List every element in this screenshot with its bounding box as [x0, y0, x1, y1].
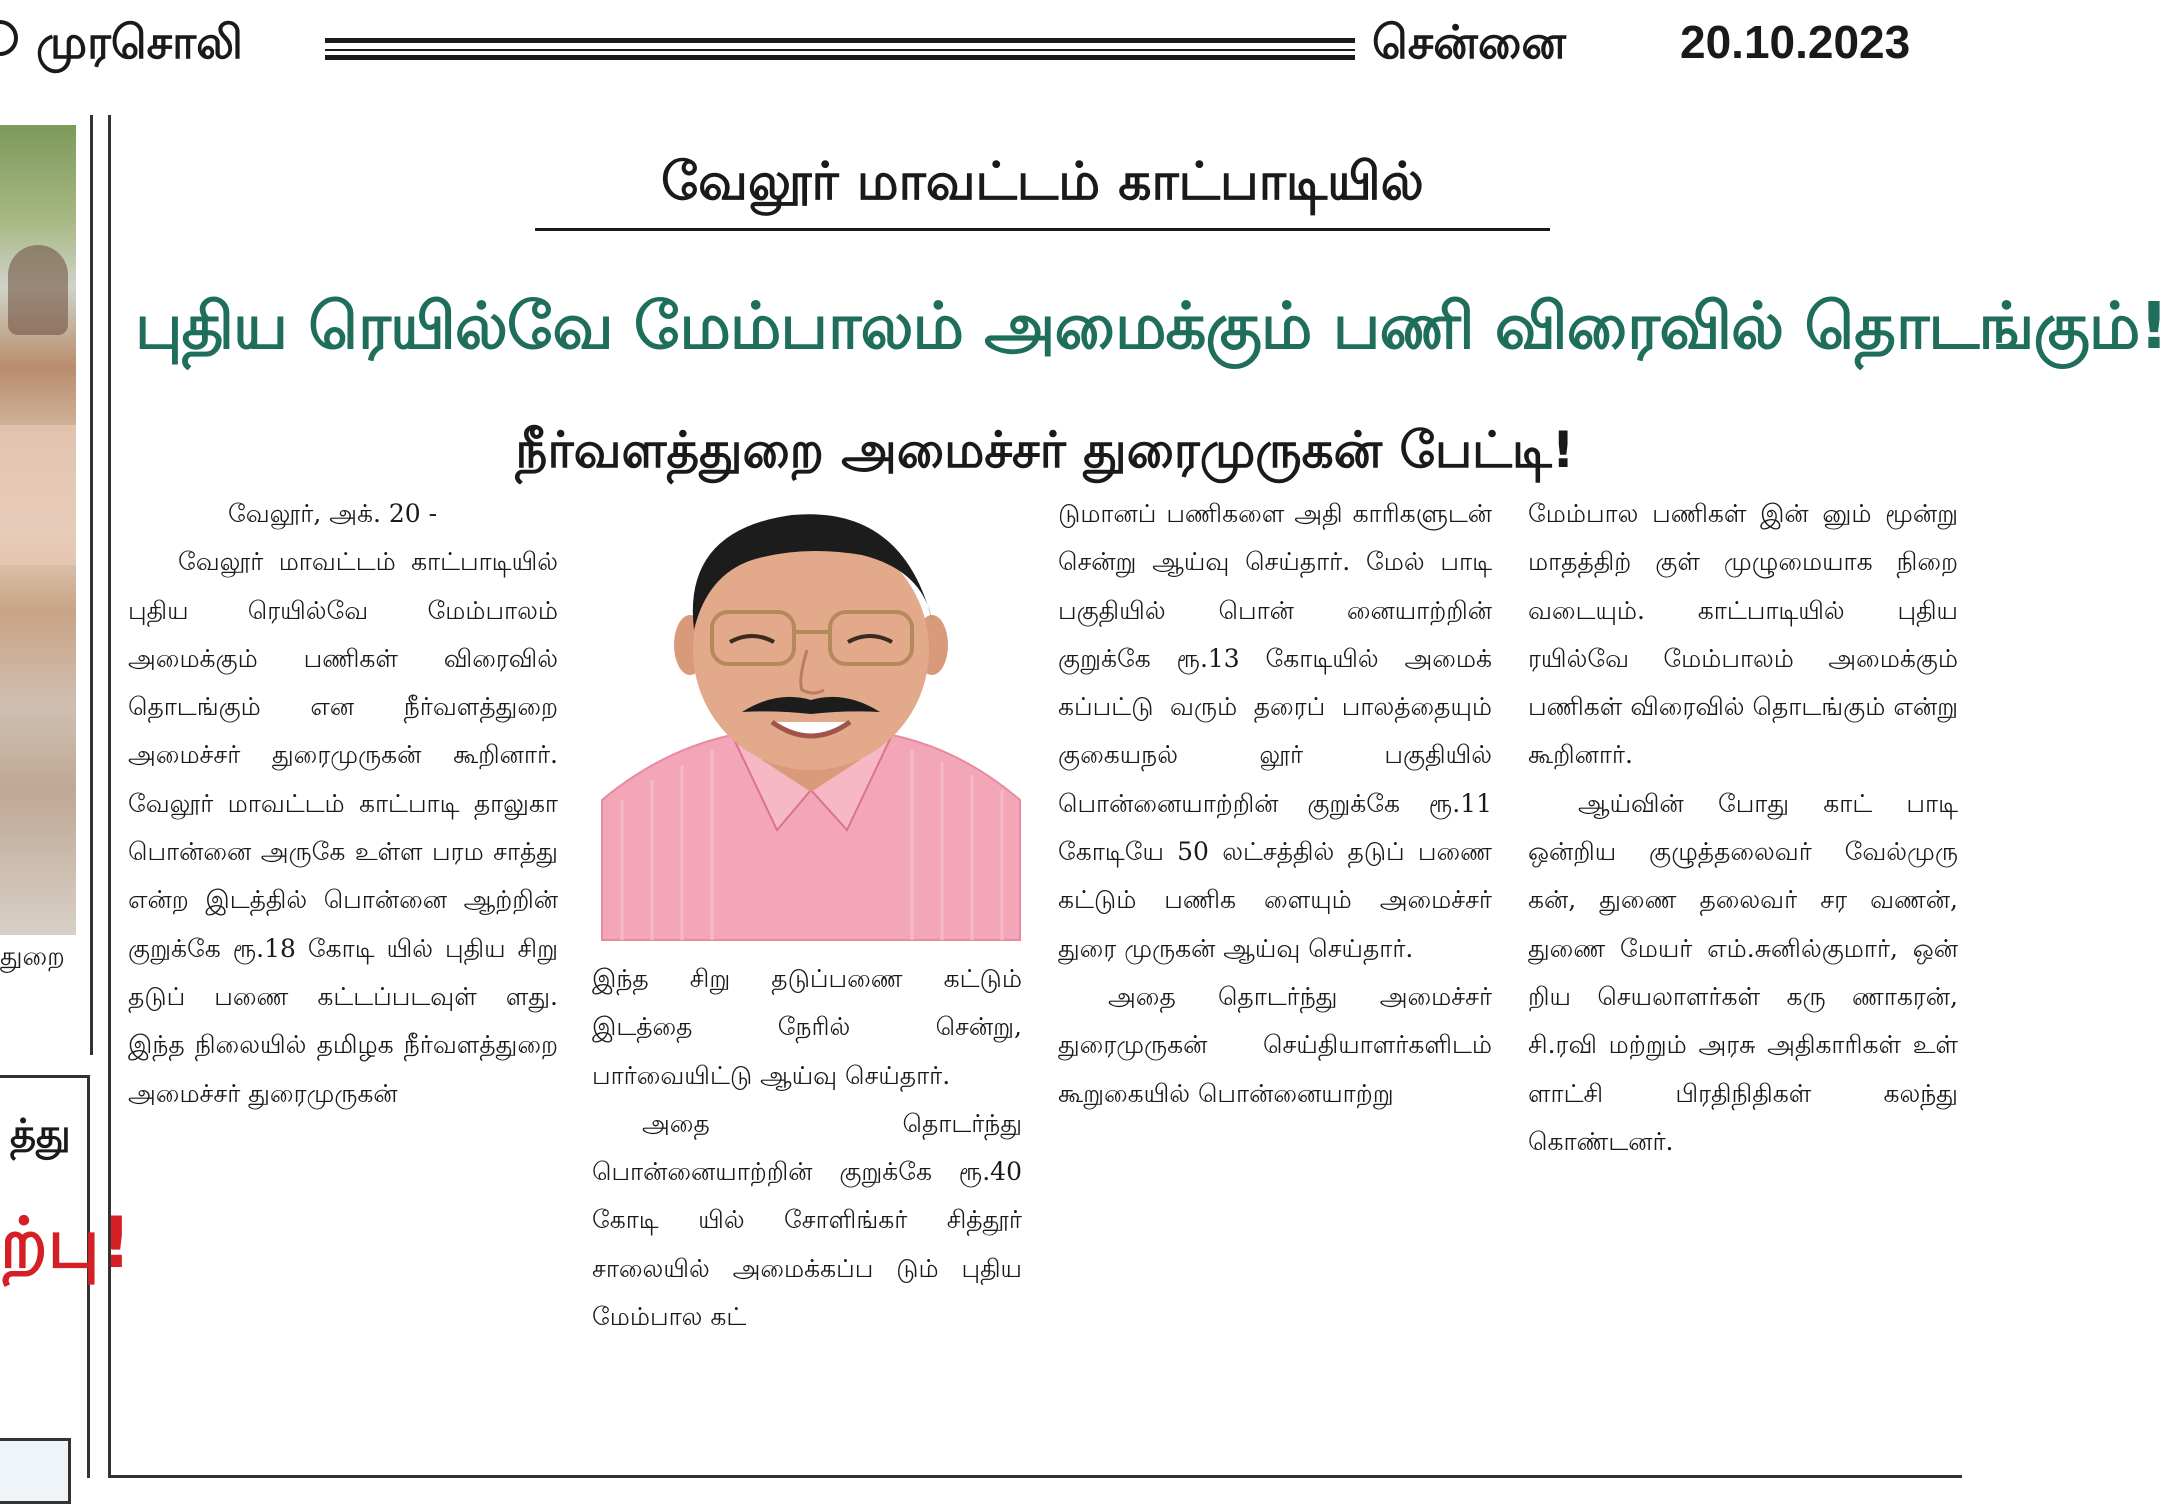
- column-1-paragraph-1: வேலூர் மாவட்டம் காட்பாடியில் புதிய ரெயில்வே மேம்பாலம் அமைக்கும் பணிகள் விரைவில் தொடங்கும் என நீர்வளத்துறை அமைச்சர் துரைமுருகன் கூறினார். வேலூர் மாவட்டம் காட்பாடி தாலுகா பொன்னை அருகே உள்ள பரம சாத்து என்ற இடத்தில் பொன்னை ஆற்றின் குறுக்கே ரூ.18 கோடி யில் புதிய சிறு தடுப் பணை கட்டப்படவுள் ளது. இந்த நிலையில் தமிழக நீர்வளத்துறை அமைச்சர் துரைமுருகன்: [128, 547, 558, 1108]
- edition-city: சென்னை: [1372, 15, 1567, 69]
- left-photo-fragment: [0, 125, 76, 935]
- left-neighbour-article: [0, 115, 93, 1055]
- article-kicker: வேலூர் மாவட்டம் காட்பாடியில்: [661, 152, 1424, 212]
- article-column-3: [1058, 490, 1492, 1470]
- column-4-paragraph-2: ஆய்வின் போது காட் பாடி ஒன்றிய குழுத்தலைவர் வேல்முரு கன், துணை தலைவர் சர வணன், துணை மேயர் எம்.சுனில்குமார், ஒன் றிய செயலாளர்கள் கரு ணாகரன், சி.ரவி மற்றும் அரசு அதிகாரிகள் உள் ளாட்சி பிரதிநிதிகள் கலந்து கொண்டனர்.: [1528, 788, 1958, 1156]
- column-3-paragraph-2: அதை தொடர்ந்து அமைச்சர் துரைமுருகன் செய்தியாளர்களிடம் கூறுகையில் பொன்னையாற்று: [1058, 981, 1492, 1108]
- column-4-paragraph-1: மேம்பால பணிகள் இன் னும் மூன்று மாதத்திற் குள் முழுமையாக நிறை வடையும். காட்பாடியில் புதிய ரயில்வே மேம்பாலம் அமைக்கும் பணிகள் விரைவில் தொடங்கும் என்று கூறினார்.: [1528, 499, 1958, 770]
- masthead-rule: [325, 38, 1355, 60]
- left-text-fragment: த்து: [10, 1111, 71, 1157]
- left-red-headline-fragment: ற்பு!: [0, 1202, 132, 1284]
- left-box-fragment: [0, 1438, 71, 1504]
- column-2-paragraph-2: அதை தொடர்ந்து பொன்னையாற்றின் குறுக்கே ரூ.40 கோடி யில் சோளிங்கர் சித்தூர் சாலையில் அமைக்கப்ப டும் புதிய மேம்பால கட்: [592, 1108, 1022, 1332]
- left-photo-caption: துறை: [0, 942, 65, 972]
- paper-logo-icon: [0, 20, 18, 56]
- left-neighbour-article-2: [0, 1075, 132, 1478]
- column-2-paragraph-1: இந்த சிறு தடுப்பணை கட்டும் இடத்தை நேரில் சென்று, பார்வையிட்டு ஆய்வு செய்தார்.: [592, 964, 1022, 1090]
- article-dateline: வேலூர், அக். 20 -: [228, 499, 438, 528]
- edition-date: 20.10.2023: [1680, 16, 1911, 68]
- portrait-illustration: [602, 500, 1020, 940]
- column-3-paragraph-1: டுமானப் பணிகளை அதி காரிகளுடன் சென்று ஆய்வு செய்தார். மேல் பாடி பகுதியில் பொன் னையாற்றின் குறுக்கே ரூ.13 கோடியில் அமைக் கப்பட்டு வரும் தரைப் பாலத்தையும் குகையநல் லூர் பகுதியில் பொன்னையாற்றின் குறுக்கே ரூ.11 கோடியே 50 லட்சத்தில் தடுப் பணை கட்டும் பணிக ளையும் அமைச்சர் துரை முருகன் ஆய்வு செய்தார்.: [1058, 499, 1492, 963]
- article-column-4: [1528, 490, 1958, 1470]
- article-column-2: [592, 955, 1022, 1470]
- paper-name: முரசொலி: [36, 15, 243, 69]
- masthead: [0, 0, 1962, 96]
- kicker-underline: [535, 228, 1550, 231]
- article-column-1: [128, 490, 558, 1470]
- article-headline: புதிய ரெயில்வே மேம்பாலம் அமைக்கும் பணி விரைவில் தொடங்கும்!: [135, 290, 2168, 364]
- article-subhead: நீர்வளத்துறை அமைச்சர் துரைமுருகன் பேட்டி!: [515, 421, 1575, 479]
- minister-portrait: [602, 500, 1020, 940]
